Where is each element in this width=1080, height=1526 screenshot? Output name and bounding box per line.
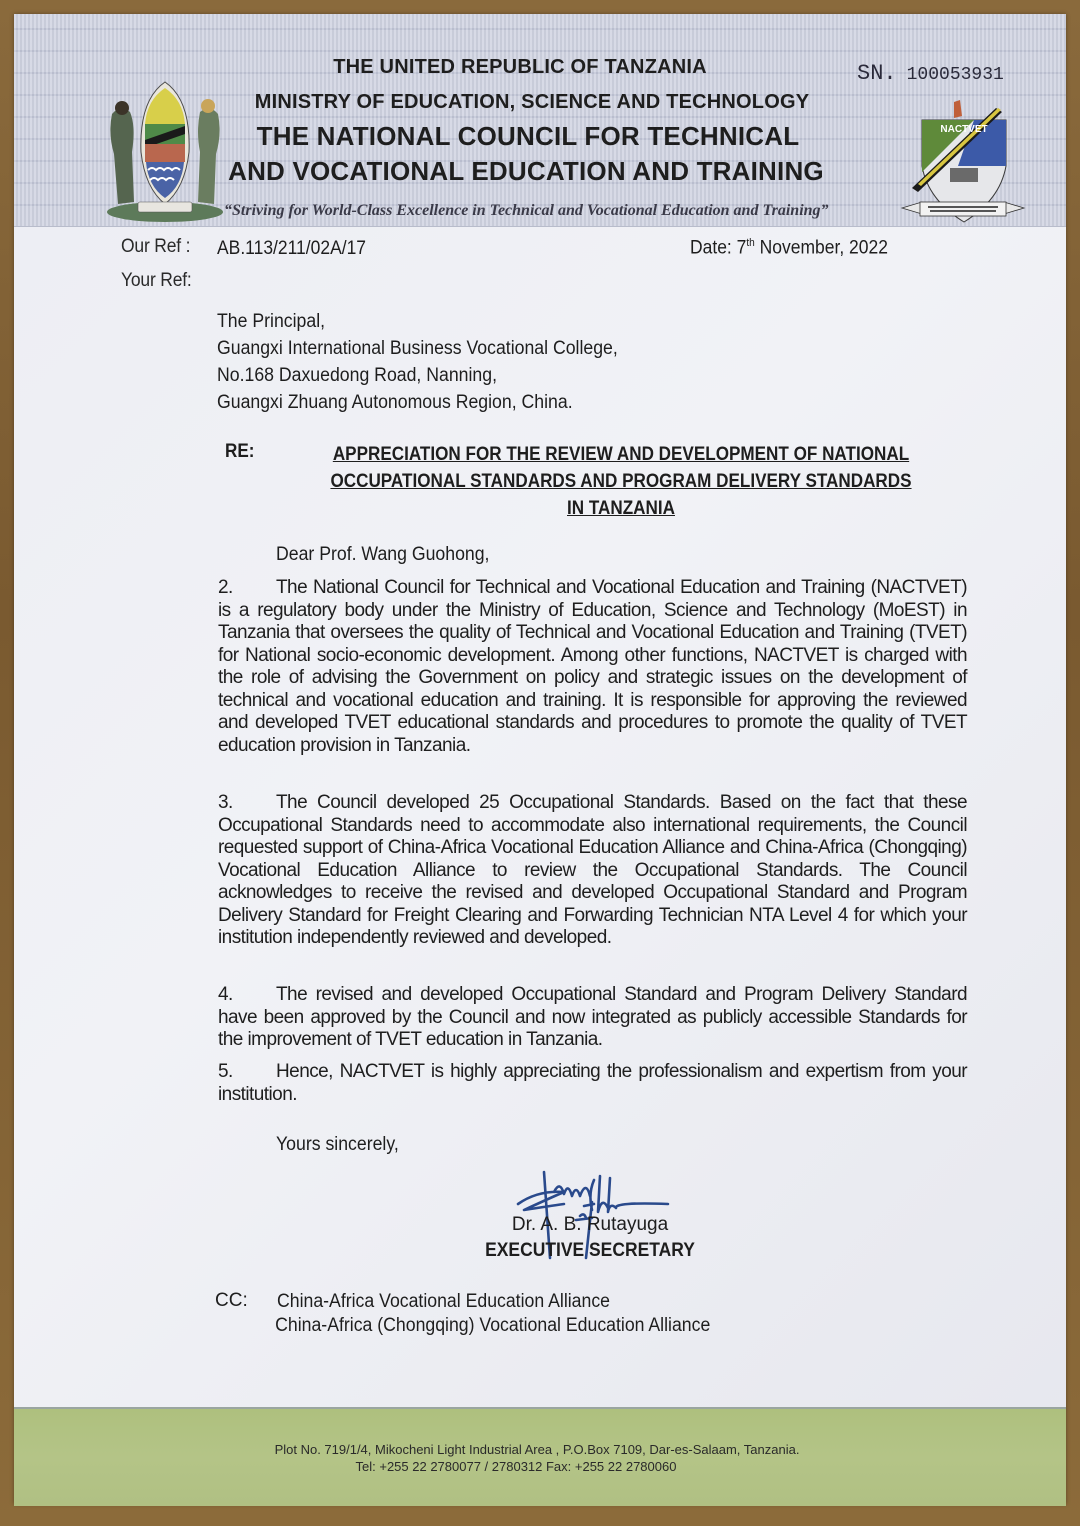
cc-recipient: China-Africa Vocational Education Alliance	[277, 1291, 610, 1312]
recipient-line: Guangxi Zhuang Autonomous Region, China.	[217, 392, 573, 413]
paragraph-number: 2.	[218, 577, 233, 598]
letterhead-banner	[14, 14, 1066, 227]
our-ref-value: AB.113/211/02A/17	[217, 238, 367, 259]
subject-line: OCCUPATIONAL STANDARDS AND PROGRAM DELIVERY STANDARDS	[330, 471, 912, 492]
cc-label: CC:	[215, 1290, 248, 1311]
subject-line: IN TANZANIA	[567, 498, 675, 519]
paragraph-text: The Council developed 25 Occupational Standards. Based on the fact that these Occupational Standards need to accommodate also international requirements, the Council requested support of China-Africa Vocational Education Alliance and China-Africa (Chongqing) Vocational Education Alliance to review the Occupational Standards. The Council acknowledges to receive the revised and developed Occupational Standard and Program Delivery Standard for Freight Clearing and Forwarding Technician NTA Level 4 for which your institution independently reviewed and developed.	[218, 792, 967, 948]
salutation: Dear Prof. Wang Guohong,	[276, 544, 490, 565]
our-ref-label: Our Ref :	[121, 236, 191, 257]
date-prefix: Date: 7	[690, 237, 747, 259]
council-motto: “Striving for World-Class Excellence in Technical and Vocational Education and Training”	[224, 202, 829, 219]
paragraph-number: 5.	[218, 1061, 233, 1082]
paragraph-text: Hence, NACTVET is highly appreciating the professionalism and expertism from your institution.	[218, 1061, 967, 1105]
ministry-heading: MINISTRY OF EDUCATION, SCIENCE AND TECHNOLOGY	[254, 91, 810, 113]
recipient-address	[217, 308, 618, 416]
signer-name: Dr. A. B. Rutayuga	[511, 1214, 669, 1235]
recipient-line: Guangxi International Business Vocational College,	[217, 338, 618, 359]
council-heading-line2: AND VOCATIONAL EDUCATION AND TRAINING	[228, 156, 824, 186]
serial-number	[857, 61, 1004, 86]
cc-recipient: China-Africa (Chongqing) Vocational Education Alliance	[275, 1314, 711, 1336]
your-ref-label: Your Ref:	[121, 270, 192, 291]
paragraph-text: The revised and developed Occupational Standard and Program Delivery Standard have been approved by the Council and now integrated as publicly accessible Standards for the improvement of TVET education in Tanzania.	[218, 984, 967, 1050]
paragraph-number: 4.	[218, 984, 233, 1005]
subject-label: RE:	[225, 441, 255, 462]
recipient-line: The Principal,	[217, 311, 326, 332]
subject-line: APPRECIATION FOR THE REVIEW AND DEVELOPMENT OF NATIONAL	[332, 444, 910, 465]
date-rest: November, 2022	[754, 237, 888, 259]
paragraph-5	[218, 1061, 967, 1106]
subject-heading	[276, 441, 966, 522]
serial-label: SN.	[857, 61, 897, 86]
valediction: Yours sincerely,	[276, 1134, 399, 1155]
letterhead-footer	[14, 1407, 1066, 1506]
paragraph-4	[218, 984, 967, 1052]
letter-date	[690, 237, 888, 259]
nactvet-shield-icon	[898, 98, 1028, 226]
recipient-line: No.168 Daxuedong Road, Nanning,	[217, 365, 497, 386]
paragraph-text: The National Council for Technical and Vocational Education and Training (NACTVET) is a regulatory body under the Ministry of Education, Science and Technology (MoEST) in Tanzania that oversees the quality of Technical and Vocational Education and Training (TVET) for National socio-economic development. Among other functions, NACTVET is charged with the role of advising the Government on policy and strategic issues on the development of technical and vocational education and training. It is responsible for approving the reviewed and developed TVET educational standards and procedures to promote the quality of TVET education provision in Tanzania.	[218, 577, 967, 756]
paragraph-number: 3.	[218, 792, 233, 813]
country-heading: THE UNITED REPUBLIC OF TANZANIA	[333, 56, 707, 78]
nactvet-shield-text: NACTVET	[940, 124, 988, 135]
footer-address: Plot No. 719/1/4, Mikocheni Light Industrial Area , P.O.Box 7109, Dar-es-Salaam, Tanzania.	[274, 1442, 800, 1457]
footer-contact: Tel: +255 22 2780077 / 2780312 Fax: +255 22 2780060	[355, 1459, 677, 1474]
date-ordinal: th	[746, 237, 755, 249]
cc-list	[277, 1290, 710, 1337]
serial-value: 100053931	[906, 65, 1004, 85]
council-heading-line1: THE NATIONAL COUNCIL FOR TECHNICAL	[256, 121, 800, 151]
paragraph-3	[218, 792, 967, 950]
paragraph-2	[218, 577, 967, 757]
signer-title: EXECUTIVE SECRETARY	[485, 1240, 695, 1261]
letter-page	[14, 14, 1066, 1504]
